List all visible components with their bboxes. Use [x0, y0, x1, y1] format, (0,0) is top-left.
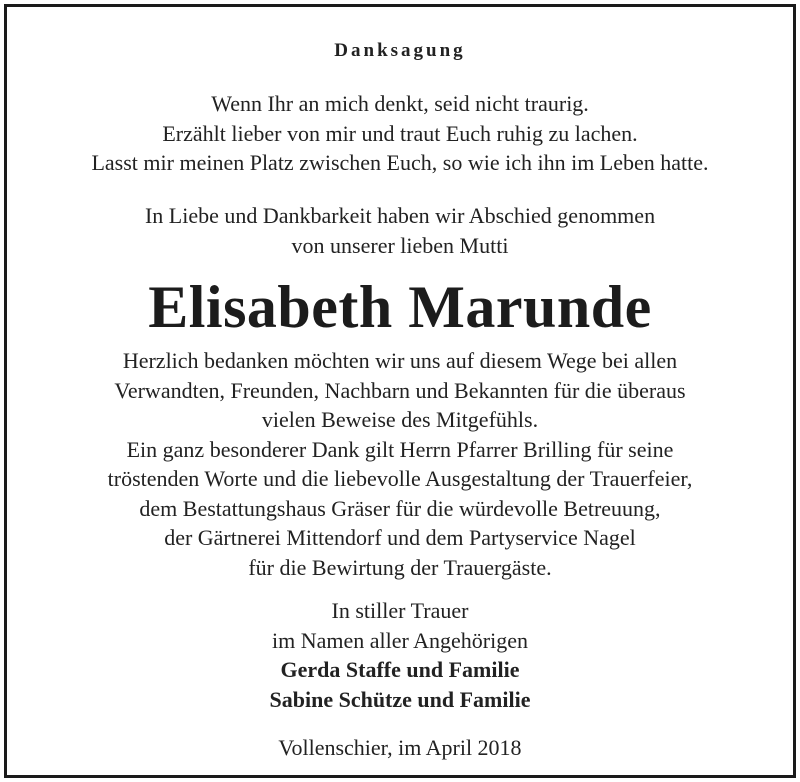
thanks-line: vielen Beweise des Mitgefühls.: [261, 407, 539, 432]
closing-line: im Namen aller Angehörigen: [272, 627, 528, 653]
thanks-line: tröstenden Worte und die liebevolle Ausgestaltung der Trauerfeier,: [107, 466, 693, 491]
thanks-line: für die Bewirtung der Trauergäste.: [248, 554, 552, 580]
poem-line: Wenn Ihr an mich denkt, seid nicht traurig.: [211, 91, 589, 116]
place-date: [14, 733, 786, 763]
intro-block: [14, 201, 786, 260]
poem-line: Erzählt lieber von mir und traut Euch ruhig zu lachen.: [162, 120, 638, 146]
family-name: Gerda Staffe und Familie: [280, 657, 520, 682]
family-name: Sabine Schütze und Familie: [269, 686, 531, 712]
poem-line: Lasst mir meinen Platz zwischen Euch, so wie ich ihn im Leben hatte.: [91, 150, 709, 175]
closing-block: [14, 596, 786, 714]
thanks-line: Verwandten, Freunden, Nachbarn und Bekannten für die überaus: [114, 377, 686, 403]
intro-line: von unserer lieben Mutti: [291, 232, 509, 258]
closing-line: In stiller Trauer: [331, 598, 469, 623]
deceased-name: Elisabeth Marunde: [148, 274, 652, 340]
thanks-line: Herzlich bedanken möchten wir uns auf diesem Wege bei allen: [122, 348, 678, 373]
poem-block: [14, 89, 786, 178]
notice-content: [14, 14, 786, 768]
notice-frame: [4, 4, 796, 778]
thanks-line: der Gärtnerei Mittendorf und dem Partyservice Nagel: [164, 525, 636, 550]
place-date-line: Vollenschier, im April 2018: [278, 735, 522, 760]
thanks-line: dem Bestattungshaus Gräser für die würdevolle Betreuung,: [139, 495, 661, 521]
intro-line: In Liebe und Dankbarkeit haben wir Abschied genommen: [144, 203, 656, 228]
thanks-line: Ein ganz besonderer Dank gilt Herrn Pfarrer Brilling für seine: [126, 436, 674, 462]
notice-heading: Danksagung: [334, 40, 466, 61]
thanks-body: [14, 346, 786, 582]
